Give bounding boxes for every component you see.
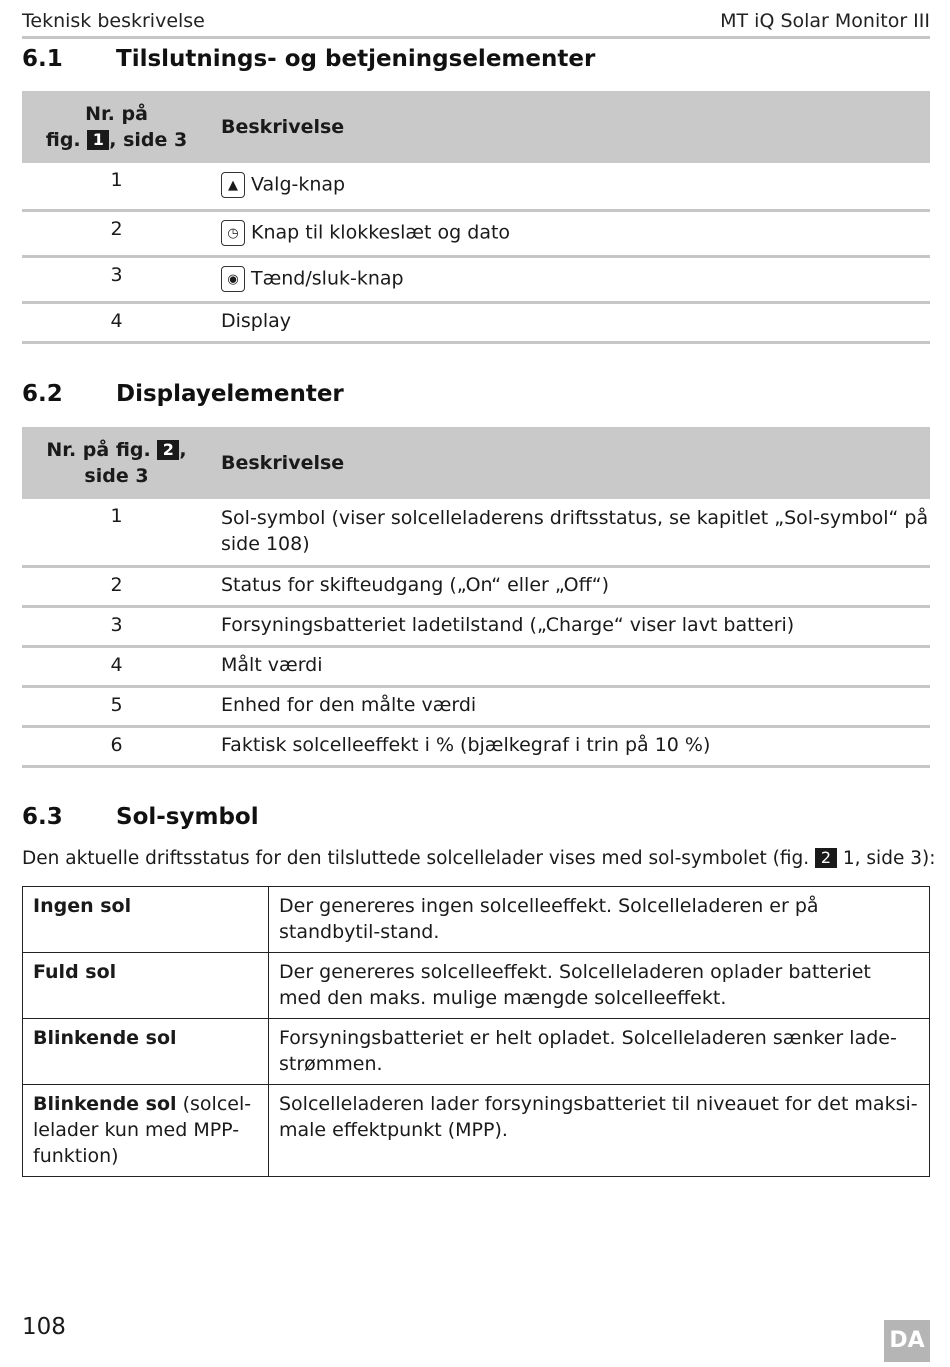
state-name: Ingen sol <box>33 895 132 917</box>
row-text: Tænd/sluk-knap <box>251 267 404 289</box>
table-header-row <box>22 91 930 163</box>
header-nr-line1 <box>22 437 211 463</box>
row-description <box>211 256 930 302</box>
state-term <box>23 1019 269 1085</box>
header-chapter: Teknisk beskrivelse <box>22 10 205 32</box>
table-row <box>22 726 930 766</box>
language-tag: DA <box>884 1320 930 1362</box>
row-text: Knap til klokkeslæt og dato <box>251 221 511 243</box>
table-row <box>22 606 930 646</box>
table-header-row <box>22 427 930 499</box>
header-fig-text: fig. <box>45 129 81 151</box>
controls-table <box>22 91 930 344</box>
table-row <box>23 887 930 953</box>
row-number: 2 <box>22 210 211 256</box>
table-row <box>22 256 930 302</box>
state-description: Forsyningsbatteriet er helt opladet. Solcelleladeren sænker lade-strømmen. <box>269 1019 930 1085</box>
state-name: Fuld sol <box>33 961 117 983</box>
table-row <box>22 566 930 606</box>
row-description: Sol-symbol (viser solcelleladerens driftsstatus, se kapitlet „Sol-symbol“ på side 108) <box>211 499 930 566</box>
intro-paragraph <box>22 848 942 869</box>
figure-ref-badge: 2 <box>815 848 837 868</box>
state-name: Blinkende sol <box>33 1093 177 1115</box>
row-description <box>211 302 930 342</box>
header-side-text: , side 3 <box>109 129 188 151</box>
section-heading: Tilslutnings- og betjeningselementer <box>116 46 596 72</box>
section-heading: Sol-symbol <box>116 804 259 830</box>
power-button-icon: ◉ <box>221 266 245 292</box>
row-description: Faktisk solcelleeffekt i % (bjælkegraf i trin på 10 %) <box>211 726 930 766</box>
header-nr-line1: Nr. på <box>85 103 148 125</box>
row-description <box>211 210 930 256</box>
page-number: 108 <box>22 1314 66 1340</box>
row-number: 4 <box>22 302 211 342</box>
up-down-arrows-icon: ▲︎ <box>221 172 245 198</box>
clock-button-icon: ◷ <box>221 220 245 246</box>
table-row <box>23 953 930 1019</box>
state-name: Blinkende sol <box>33 1027 177 1049</box>
row-description: Enhed for den målte værdi <box>211 686 930 726</box>
state-term <box>23 953 269 1019</box>
row-number: 5 <box>22 686 211 726</box>
state-description: Der genereres ingen solcelleeffekt. Solcelleladeren er på standbytil-stand. <box>269 887 930 953</box>
row-number: 4 <box>22 646 211 686</box>
state-term <box>23 887 269 953</box>
display-elements-table <box>22 427 930 768</box>
row-description: Forsyningsbatteriet ladetilstand („Charge“ viser lavt batteri) <box>211 606 930 646</box>
state-term <box>23 1085 269 1177</box>
row-number: 3 <box>22 256 211 302</box>
state-description: Solcelleladeren lader forsyningsbatteriet til niveauet for det maksi-male effektpunkt (MPP). <box>269 1085 930 1177</box>
row-number: 3 <box>22 606 211 646</box>
section-6-2-title <box>22 381 344 407</box>
table-row <box>22 686 930 726</box>
header-product: MT iQ Solar Monitor III <box>720 10 930 32</box>
section-number: 6.1 <box>22 46 63 72</box>
figure-ref-badge: 2 <box>157 440 179 460</box>
row-description: Målt værdi <box>211 646 930 686</box>
table-row <box>22 210 930 256</box>
table-row <box>22 499 930 566</box>
table-row <box>22 163 930 210</box>
column-header-description: Beskrivelse <box>211 427 930 499</box>
sun-symbol-table <box>22 886 930 1177</box>
column-header-nr <box>22 427 211 499</box>
row-number: 2 <box>22 566 211 606</box>
row-description: Status for skifteudgang („On“ eller „Off“) <box>211 566 930 606</box>
row-number: 1 <box>22 499 211 566</box>
section-6-3-title <box>22 804 259 830</box>
section-number: 6.3 <box>22 804 63 830</box>
section-heading: Displayelementer <box>116 381 344 407</box>
header-comma: , <box>179 439 187 461</box>
state-note: (solcel-lelader kun med MPP-funktion) <box>33 1093 252 1167</box>
column-header-description: Beskrivelse <box>211 91 930 163</box>
header-nr-line2 <box>22 127 211 153</box>
table-row <box>22 302 930 342</box>
row-description <box>211 163 930 210</box>
header-nr-text: Nr. på fig. <box>46 439 151 461</box>
intro-text-end: 1, side 3): <box>842 848 936 869</box>
section-number: 6.2 <box>22 381 63 407</box>
column-header-nr <box>22 91 211 163</box>
state-description: Der genereres solcelleeffekt. Solcelleladeren oplader batteriet med den maks. mulige mængde solcelleeffekt. <box>269 953 930 1019</box>
header-nr-line2: side 3 <box>84 465 149 487</box>
section-6-1-title <box>22 46 595 72</box>
row-number: 6 <box>22 726 211 766</box>
row-text: Display <box>221 309 292 332</box>
intro-text: Den aktuelle driftsstatus for den tilsluttede solcellelader vises med sol-symbolet (fig. <box>22 848 810 869</box>
row-number: 1 <box>22 163 211 210</box>
table-row <box>23 1019 930 1085</box>
figure-ref-badge: 1 <box>87 130 109 150</box>
table-row <box>22 646 930 686</box>
running-header <box>22 8 930 39</box>
row-text: Valg-knap <box>251 173 346 196</box>
table-row <box>23 1085 930 1177</box>
